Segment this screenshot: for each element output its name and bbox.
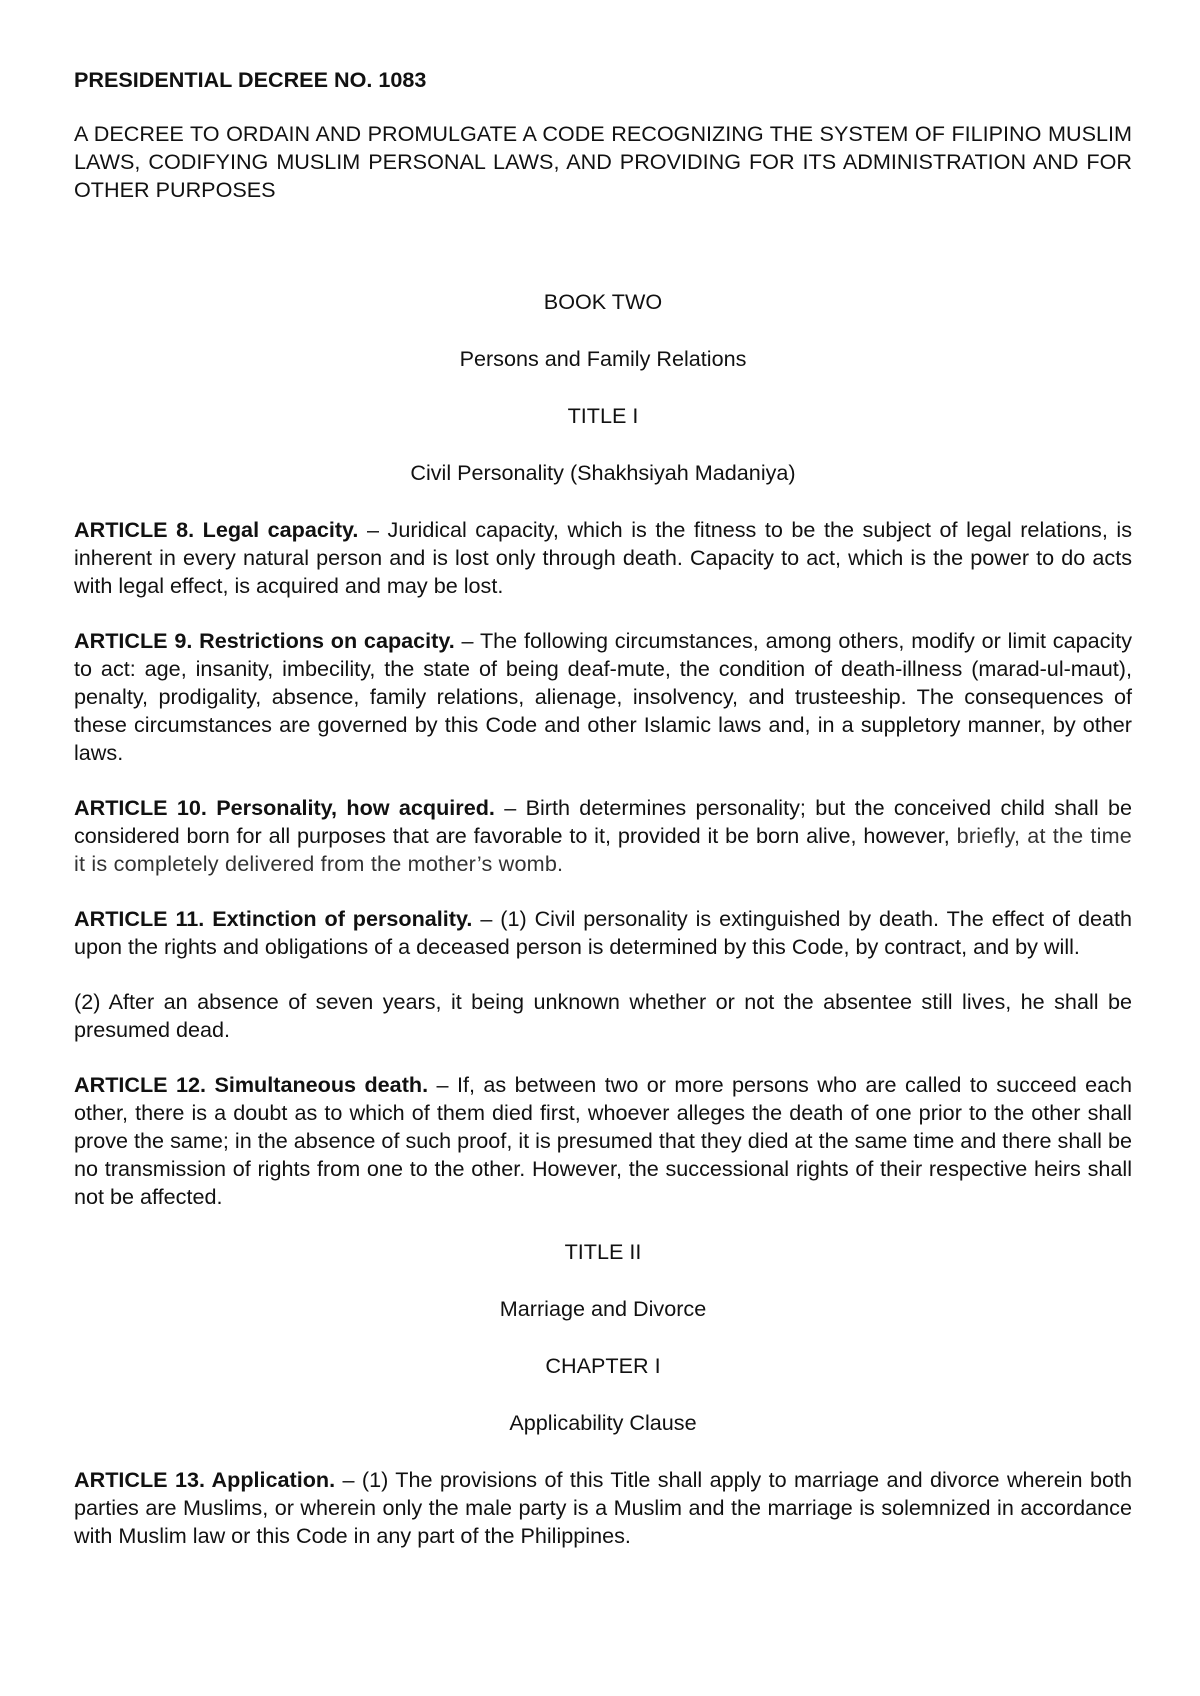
chapter-heading: CHAPTER I: [545, 1353, 661, 1378]
article-body: – Birth determines personality; but the conceived child shall be considered born for all purposes that are favorable to it, provided it be born alive, however,: [74, 795, 1132, 848]
article-body: – (1) Civil personality is extinguished by death. The effect of death upon the rights and obligations of a deceased person is determined by this Code, by contract, and by will.: [74, 906, 1132, 959]
article-body: – The following circumstances, among others, modify or limit capacity to act: age, insanity, imbecility, the state of being deaf-mute, the condition of death-illness (marad-ul-maut), penalty, prodigality, absence, family relations, alienage, insolvency, and trusteeship. The consequences of these circumstances are governed by this Code and other Islamic laws and, in a suppletory manner, by other laws.: [74, 628, 1133, 765]
article-body-tail: briefly, at the time it is completely delivered from the mother’s womb.: [74, 823, 1132, 876]
article-body: – If, as between two or more persons who are called to succeed each other, there is a doubt as to which of them died first, whoever alleges the death of one prior to the other shall prove the same; in the absence of such proof, it is presumed that they died at the same time and there shall be no transmission of rights from one to the other. However, the successional rights of their respective heirs shall not be affected.: [74, 1072, 1132, 1209]
article-body: – Juridical capacity, which is the fitness to be the subject of legal relations, is inherent in every natural person and is lost only through death. Capacity to act, which is the power to do acts with legal effect, is acquired and may be lost.: [74, 517, 1132, 598]
book-name: Persons and Family Relations: [459, 346, 747, 371]
article-heading: ARTICLE 10. Personality, how acquired.: [74, 795, 495, 820]
title-heading: TITLE I: [567, 403, 639, 428]
document-page: [74, 66, 1132, 1577]
title-name: Civil Personality (Shakhsiyah Madaniya): [410, 460, 796, 485]
article-body: – (1) The provisions of this Title shall apply to marriage and divorce wherein both parties are Muslims, or wherein only the male party is a Muslim and the marriage is solemnized in accordance with Muslim law or this Code in any part of the Philippines.: [74, 1467, 1132, 1548]
article-12: [74, 1071, 1132, 1211]
decree-number: PRESIDENTIAL DECREE NO. 1083: [74, 67, 427, 92]
article-8: [74, 516, 1132, 600]
article-heading: ARTICLE 9. Restrictions on capacity.: [74, 628, 455, 653]
article-13: [74, 1466, 1132, 1550]
chapter-name: Applicability Clause: [509, 1410, 697, 1435]
decree-title: A DECREE TO ORDAIN AND PROMULGATE A CODE RECOGNIZING THE SYSTEM OF FILIPINO MUSLIM LAWS, CODIFYING MUSLIM PERSONAL LAWS, AND PROVIDING FOR ITS ADMINISTRATION AND FOR OTHER PURPOSES: [74, 121, 1132, 202]
title-heading: TITLE II: [564, 1239, 642, 1264]
article-heading: ARTICLE 12. Simultaneous death.: [74, 1072, 429, 1097]
article-heading: ARTICLE 13. Application.: [74, 1467, 336, 1492]
article-11: [74, 905, 1132, 961]
article-9: [74, 627, 1132, 767]
title-name: Marriage and Divorce: [499, 1296, 707, 1321]
article-10: [74, 794, 1132, 878]
article-heading: ARTICLE 11. Extinction of personality.: [74, 906, 473, 931]
book-heading: BOOK TWO: [543, 289, 663, 314]
article-11-paragraph-2: (2) After an absence of seven years, it being unknown whether or not the absentee still lives, he shall be presumed dead.: [74, 989, 1132, 1042]
spacer: [74, 204, 1132, 288]
article-heading: ARTICLE 8. Legal capacity.: [74, 517, 359, 542]
